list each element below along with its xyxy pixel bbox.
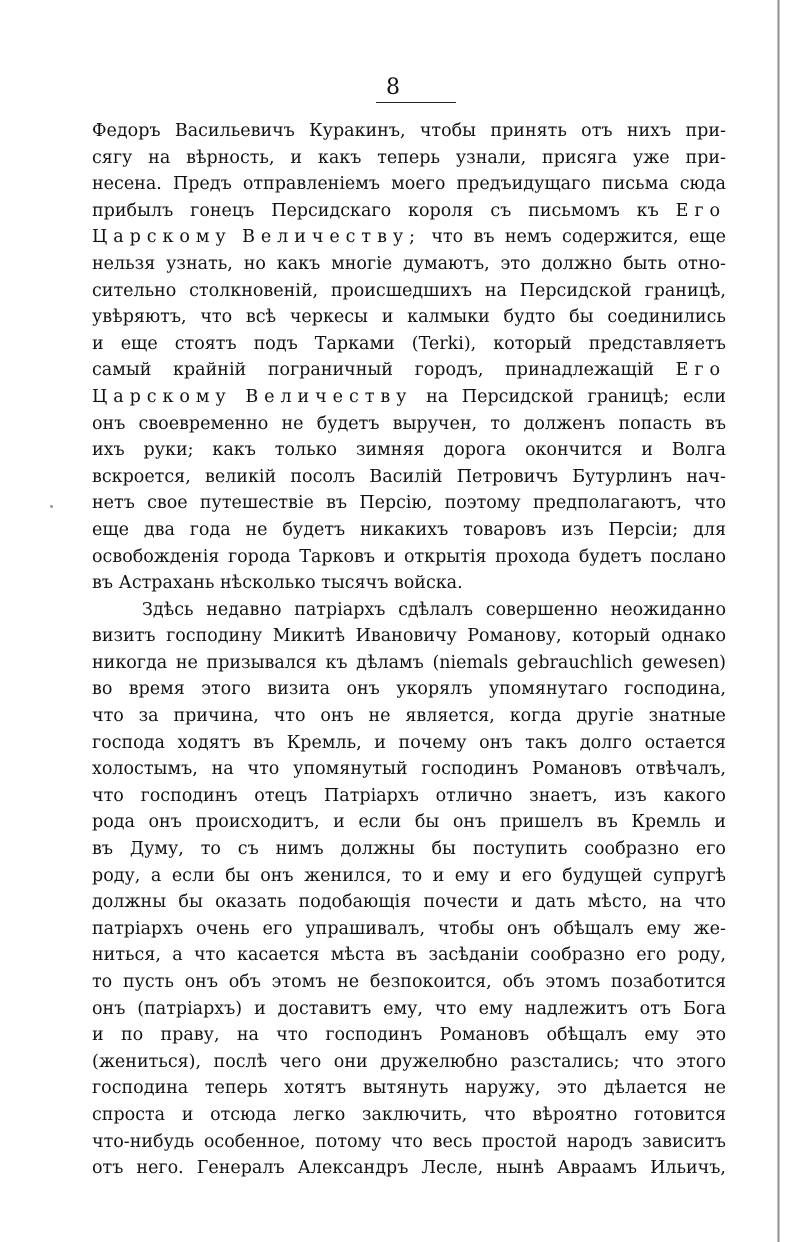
page-edge-shadow [777,0,780,1242]
text-line: сительно столкновеній, происшедшихъ на Персидской границѣ, [92,280,726,301]
text-line: и еще стоятъ подъ Тарками (Terki), который представляетъ [92,333,726,354]
text-line: освобожденія города Тарковъ и открытія прохода будетъ послано [92,546,726,567]
text-line: отъ него. Генералъ Александръ Лесле, нынѣ Авраамъ Ильичъ, [92,1158,726,1179]
text-line: ихъ руки; какъ только зимняя дорога окончится и Волга [92,440,726,461]
text-line: сягу на вѣрность, и какъ теперь узнали, присяга уже при- [92,147,726,168]
text-line: въ Астрахань нѣсколько тысячъ войска. [92,573,463,594]
text-line: Федоръ Васильевичъ Куракинъ, чтобы принять отъ нихъ при- [92,121,726,141]
text-line: въ Думу, то съ нимъ должны бы поступить сообразно его [92,839,726,860]
text-line: во время этого визита онъ укорялъ упомянутаго господина, [92,679,726,700]
text-line: самый крайній пограничный городъ, принадлежащій Его [92,360,726,381]
text-line: нетъ свое путешествіе въ Персію, поэтому предполагаютъ, что [92,493,726,514]
margin-speck [50,505,53,508]
text-line: рода онъ происходитъ, и если бы онъ пришелъ въ Кремль и [92,812,726,833]
text-line: патріархъ очень его упрашивалъ, чтобы онъ обѣщалъ ему же- [92,918,726,939]
text-line: Царскому Величеству на Персидской границѣ; если [92,386,726,407]
text-line: то пусть онъ объ этомъ не безпокоится, объ этомъ позаботится [92,972,726,992]
text-line: ниться, а что касается мѣста въ засѣданіи сообразно его роду, [92,945,726,966]
text-line: визитъ господину Микитѣ Ивановичу Романову, который однако [92,626,726,647]
text-line: увѣряютъ, что всѣ черкесы и калмыки будто бы соединились [92,307,726,328]
text-line: должны бы оказать подобающія почести и дать мѣсто, на что [92,892,726,913]
text-line: нельзя узнать, но какъ многіе думаютъ, это должно быть отно- [92,253,726,274]
header-rule [376,102,456,103]
text-line: прибылъ гонецъ Персидскаго короля съ письмомъ къ Его [92,200,726,221]
text-line: холостымъ, на что упомянутый господинъ Романовъ отвѣчалъ, [92,759,726,780]
text-line: что-нибудь особенное, потому что весь простой народъ зависитъ [92,1131,726,1152]
text-line: никогда не призывался къ дѣламъ (niemals gebrauchlich gewesen) [92,652,726,673]
text-line: (жениться), послѣ чего они дружелюбно разстались; что этого [92,1051,726,1072]
text-line: Здѣсь недавно патріархъ сдѣлалъ совершенно неожиданно [142,599,726,620]
text-line: и по праву, на что господинъ Романовъ обѣщалъ ему это [92,1025,726,1046]
text-line: что за причина, что онъ не является, когда другіе знатные [92,706,726,727]
body-text [92,118,726,1182]
text-line: роду, а если бы онъ женился, то и ему и его будущей супругѣ [92,865,726,886]
text-line: спроста и отсюда легко заключить, что вѣроятно готовится [92,1104,726,1125]
text-line: Царскому Величеству; что въ немъ содержится, еще [92,227,726,248]
text-line: онъ (патріархъ) и доставитъ ему, что ему надлежитъ отъ Бога [92,998,726,1019]
page-number: 8 [386,75,400,100]
text-line: онъ своевременно не будетъ выручен, то долженъ попасть въ [92,413,726,434]
text-line: что господинъ отецъ Патріархъ отлично знаетъ, изъ какого [92,785,726,806]
text-line: еще два года не будетъ никакихъ товаровъ изъ Персіи; для [92,519,726,540]
text-line: несена. Предъ отправленіемъ моего предъидущаго письма сюда [92,174,726,195]
text-line: вскроется, великій посолъ Василій Петровичъ Бутурлинъ нач- [92,466,726,487]
text-line: господа ходятъ въ Кремль, и почему онъ такъ долго остается [92,732,726,753]
text-line: господина теперь хотятъ вытянуть наружу, это дѣлается не [92,1078,726,1099]
